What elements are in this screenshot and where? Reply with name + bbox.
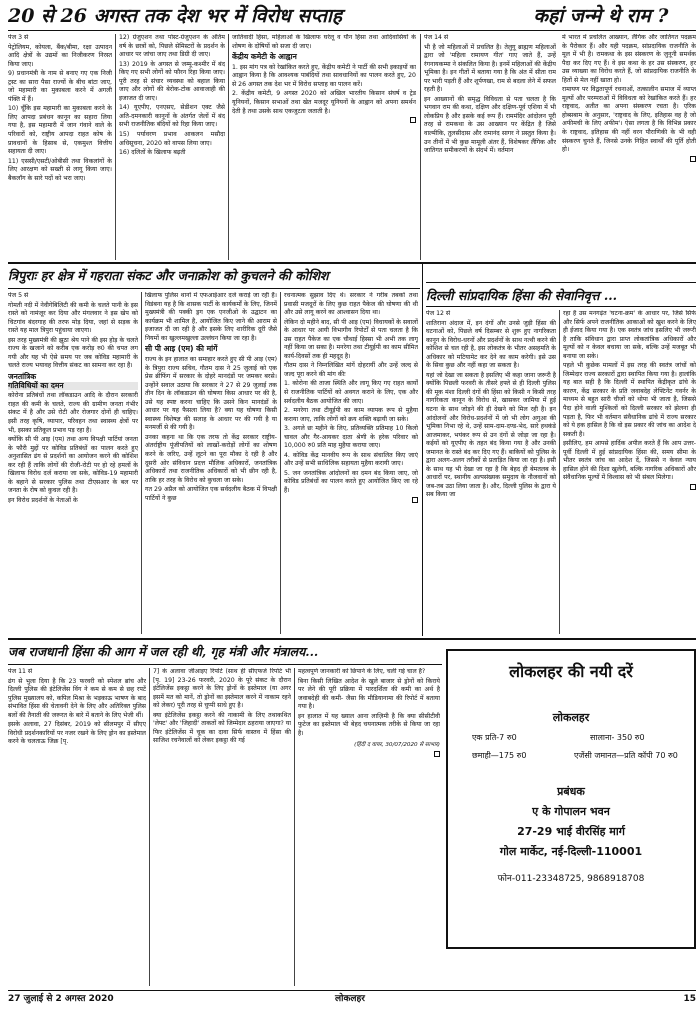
column-divider (280, 292, 281, 634)
column-divider (420, 34, 421, 260)
article-capital-col-1 (8, 668, 146, 986)
paragraph: इस तरह मुख्यमंत्री की झूठा श्रेय पाने की इस होड़ के चलते राज्य के खजाने को करीब एक करोड़ रु0 की चपत लग गयी और यह भी ऐसे समय पर जब कोविड महामारी के चलते राज्य भयावह वित्तीय संकट का सामना कर रहा है। (8, 336, 138, 370)
paragraph: 16) दलितों के खिलाफ बढ़ती (119, 149, 186, 157)
paragraph: 9) प्रधानमंत्री के नाम से बनाए गए एक निजी ट्रस्ट का सारा पैसा राज्यों के बीच बांटा जाए, जो महामारी का मुकाबला करने में अगली पंक्ति में हैं। (8, 70, 112, 103)
paragraph: 11) एससी/एसटी/ओबीसी तथा विकलांगों के लिए आरक्षण को सख्ती से लागू किया जाए। बैकलॉग के सारे पदों को भरा जाए। (8, 157, 112, 182)
paragraph: पेट्रोलियम, कोयला, बैंक/बीमा, रक्षा उत्पादन आदि क्षेत्रों के उद्यमों का निजीकरण निरस्त किया जाए। (8, 43, 112, 68)
rates-subtitle: लोकलहर (552, 711, 590, 724)
article-protest-col-1 (8, 34, 112, 260)
paragraph: 10) चूँकि इस महामारी का मुकाबला करने के लिए आपदा प्रबंधन कानून का सहारा लिया गया है, इस महामारी में जान गंवाने वाले के परिवारों को, राष्ट्रीय आपदा राहत कोष के प्रावधानों के हिसाब से, एकमुश्त वित्तीय सहायता दी जाए। (8, 105, 112, 156)
footer-page-number: 15 (683, 994, 696, 1004)
paragraph: क्योंकि सी पी आइ (एम) तथा अन्य विपक्षी पार्टियां जनता के फौरी मुद्दों पर कोविड प्रतिबंधों का पालन करते हुए अनुशासित ढंग से प्रदर्शनों का आयोजन करने की कोशिश कर रही हैं ताकि लोगों की रोजी-रोटी पर हो रहे हमलों के खिलाफ विरोध दर्ज कराया जा सके, कोविड-19 महामारी के बहाने से सरकार पुलिस तथा टीएसआर के बल पर जनता के रोष को कुचल रही है। (8, 436, 138, 495)
address-line-1: ए के गोपालन भवन (532, 805, 610, 818)
subheading-cpim-demands: सी पी आइ (एम) की मांगें (145, 344, 218, 354)
section-divider (422, 264, 423, 636)
paragraph: इन आख्यानों की समृद्ध विविधता से पता चलता है कि भगवान राम की कथा, दक्षिण और दक्षिण-पूर्व एशिया में भी लोकप्रिय है और इसके कई रूप हैं। राममंदिर आंदोलन पूरी तरह से रामकथा के उस आख्यान पर केंद्रित है जिसे वाल्मीकि, तुलसीदास और रामानंद सागर ने प्रस्तुत किया है। उन तीनों में भी कुछ मामूली अंतर हैं, विशेषकर लैंगिक और जातिगत समीकरणों के संदर्भ में। वर्तमान (424, 95, 556, 155)
paragraph: गौतम दास ने निम्नलिखित मांगें दोहरायीं और उन्हें जल्द से जल्द पूरा करने की मांग कीः (284, 362, 418, 378)
paragraph: रहा है उस मनगढ़ंत 'घटना-क्रम' के आधार पर, जिसे सिर्फ और सिर्फ अपने राजनीतिक आकाओं को खुश करने के लिए ही ईजाद किया गया है। एक स्वतंत्र जांच इसलिए भी जरूरी है ताकि संविधान द्वारा प्राप्त लोकतांत्रिक अधिकारों और मूल्यों को न केवल बचाया जा सके, बल्कि उन्हें मजबूत भी बनाया जा सके। (563, 310, 696, 360)
page-ref: पेज 5 से (8, 292, 29, 299)
page-ref: पेज 11 से (8, 668, 33, 675)
paragraph: पहले भी कुछेक मामलों में इस तरह की स्वतंत्र जांचों को जिम्मेदार राज्य सरकारों द्वारा स्थापित किया गया है। हालांकि यह बात सही है कि दिल्ली में स्थापित केंद्रीकृत ढांचे के कारण, केंद्र सरकार के प्रति जवाबदेह लेफ्टिनेंट गवर्नर के माध्यम से बहुत सारी चीजों को थोपा भी जाता है, जिससे पैदा होने वाली मुश्किलों को दिल्ली सरकार को झेलना ही पड़ता है, फिर भी वर्तमान संवैधानिक ढांचे में राज्य सरकार को ये हक हासिल है कि वो इस प्रकार की जांच का आदेश दे सकती है। (563, 362, 696, 438)
article-capital-col-3 (298, 668, 440, 986)
rule (426, 282, 696, 283)
list-item: 5. जन जनतांत्रिक आंदोलनों का दमन बंद किया जाए, जो कोविड प्रतिबंधों का पालन करते हुए आयोजित किए जा रहे हैं। (284, 469, 418, 495)
manager-label: प्रबंधक (557, 785, 585, 798)
paragraph: इन विरोध प्रदर्शनों के नेताओं के (8, 496, 78, 504)
column-divider (559, 310, 560, 634)
headline-capital-violence: जब राजधानी हिंसा की आग में जल रही थी, गृह मंत्री और मंत्रालय... (8, 644, 319, 659)
subheading-line: गतिविधियों का दमन (8, 380, 64, 390)
paragraph: 13) 2019 के अगस्त से जम्मू-कश्मीर में बंद किए गए सभी लोगों को फौरन रिहा किया जाए। पूरी तरह से संचार व्यवस्था को बहाल किया जाए और लोगों की बेरोक-टोक आवाजाही की इजाजत दी जाए। (119, 60, 225, 102)
top-rule (8, 30, 696, 31)
paragraph: बिना किसी लिखित आदेश के खुले बाजार से ड्रोनों को किराये पर लेने की पूरी प्रक्रिया में पारदर्शिता की कमी का अर्थ है जवाबदेही की कमी- जैसा कि मीडियानामा की रिपोर्ट में बताया गया है। (298, 677, 440, 711)
rule (8, 664, 442, 665)
headline-tripura: त्रिपुराः हर क्षेत्र में गहराता संकट और जनाक्रोश को कुचलने की कोशिश (8, 268, 329, 283)
paragraph: जातिवादी हिंसा, महिलाओं के खिलाफ घरेलू व यौन हिंसा तथा आदिवासियों के शोषण के दोषियों को सजा दी जाए। (232, 34, 416, 50)
section-rule (8, 262, 696, 264)
list-item: 2. मनरेगा तथा टीयूईपी का काम व्यापक रूप से मुहैया कराया जाए, ताकि लोगों को क्रय शक्ति बढ़ायी जा सके। (284, 407, 418, 423)
paragraph: में भारत में प्रचलित आख्यान, लैंगिक और जातिगत पदक्रम के पैरोकार हैं। और यही पदक्रम, सांप्रदायिक राजनीति के मूल में भी है। रामकथा के इस संस्करण के जुनूनी समर्थक पैदा कर दिए गए हैं। वे इस कथा के हर उस संस्करण, हर उस व्याख्या का विरोध करते हैं, जो सांप्रदायिक राजनीति के हितों से मेल नहीं खाता हो। (562, 34, 696, 84)
rate-agency-deposit: एजेंसी जमानत—प्रति कॉपी 70 रु0 (574, 751, 678, 760)
article-protest-col-2 (119, 34, 225, 260)
article-tripura-col-2 (145, 292, 277, 634)
rule (8, 288, 420, 289)
rate-single-copy: एक प्रति-7 रु0 (472, 733, 517, 742)
paragraph: लेकिन दो महीने बाद, सी पी आइ (एम) विधायकों के सवालों के आधार पर आयी विभागीय रिपोर्टों से पता चलता है कि उस राहत पैकेज का एक चौथाई हिस्सा भी अभी तक लागू नहीं किया जा सका है। मनरेगा तथा टीयूईपी का काम सीमित कार्य-दिवसों तक ही महदूद है। (284, 318, 418, 360)
paragraph: 7] के अलावा जीआइए रिपोर्ट (साथ ही सीएफजे रिपोर्ट भी [पृ. 19] 23-26 फरवरी, 2020 के पूरे संकट के दौरान इंटेलिजेंस इकट्ठा करने के लिए ड्रोनों के इस्तेमाल (या अगर इसमें मत को मानें, तो ड्रोनों का इस्तेमाल करने में नाकाम रहने को लेकर) पूरी तरह से चुप्पी साधे हुए है। (153, 668, 291, 710)
headline-protest-week: 20 से 26 अगस्त तक देश भर में विरोध सप्ताह (8, 5, 343, 27)
footer-paper-name: लोकलहर (335, 994, 365, 1004)
paragraph: गोमती नदी में नेवीगेबिलिटी की कमी के चलते पानी के इस रास्ते को नामंजूर कर दिया और मंगलवार ने इस खेप को चिटगांव बंदरगाह की तरफ मोड़ दिया, जहां से सड़क के रास्ते यह माल त्रिपुरा पहुंचाया जाएगा। (8, 301, 138, 335)
article-delhi-col-1 (426, 310, 556, 634)
paragraph: इसके अलावा, 27 दिसंबर, 2019 को सीलमपुर में सीएए विरोधी प्रदर्शनकारियों पर नजर रखने के लिए ड्रोन का इस्तेमाल करने के चलताऊ जिक्र [पृ. (8, 721, 146, 746)
paragraph: रचनात्मक सुझाव दिए थे। सरकार ने गरीब तबकों तथा प्रवासी मजदूरों के लिए कुछ राहत पैकेज की घोषणा की थी और उसे लागू करने का आश्वासन दिया था। (284, 292, 418, 317)
list-item: 4. कोविड केंद्र मानवीय रूप के साथ संचालित किए जाएं और उन्हें सभी साधिलिक सहायता मुहैया करायी जाए। (284, 451, 418, 468)
source-credit: (हिंदी द वायर, 30/07/2020 से साभार) (354, 742, 440, 749)
column-divider (228, 34, 229, 260)
paragraph: क्या इंटेलिजेंस इकट्ठा करने की नाकामी के लिए तथाकथित 'लेफ्ट' और 'जिहादी' ताकतों को जिम्मेदार ठहराया जाएगा? या फिर इंटेलिजेंस में चूक का दावा सिर्फ वास्तव में हिंसा की साजिश रचनेवालों को लेकर इकट्ठा की गई (153, 711, 291, 745)
end-mark-icon (690, 484, 696, 490)
end-mark-icon (434, 751, 440, 757)
address-line-3: गोल मार्केट, नई-दिल्ली-110001 (499, 845, 643, 858)
headline-ram-birthplace: कहां जन्मे थे राम ? (533, 5, 669, 27)
article-capital-col-2 (153, 668, 291, 986)
subheading-cc-call: केंद्रीय कमेटी के आह्वान (232, 52, 297, 62)
rate-annual: सालाना- 350 रु0 (590, 733, 645, 742)
end-mark-icon (410, 117, 416, 123)
article-ram-col-2 (562, 34, 696, 260)
page-ref: पेज 12 से (426, 310, 451, 317)
article-protest-col-3 (232, 34, 416, 260)
list-item: 3. अगले छः महीने के लिए, प्रतिव्यक्ति प्रतिमाह 10 किलो चावल और गैर-आयकर दाता श्रेणी के हरेक परिवार को 10,000 रु0 प्रति माह मुहैया कराया जाए। (284, 425, 418, 450)
paragraph: गत 29 अप्रैल को आयोजित एक सर्वदलीय बैठक में विपक्षी पार्टियों ने कुछ (145, 486, 277, 502)
page-ref: पेज 3 से (8, 34, 29, 41)
paragraph: उनका कहना था कि एक तरफ तो केंद्र सरकार राष्ट्रीय-अंतर्राष्ट्रीय पूंजीपतियों को लाखों-करोड़ों लोगों का शोषण करने के जरिए, उन्हें लूटने का पूरा मौका दे रही है और दूसरी ओर संविधान प्रदत्त मौलिक अधिकारों, जनतांत्रिक अधिकारों तथा राजनीतिक अधिकारों को भी छीन रही है, ताकि हर तरह के विरोध को कुचला जा सके। (145, 433, 277, 484)
paragraph: 1. इस मांग पत्र को रेखांकित करते हुए, केंद्रीय कमेटी ने पार्टी की सभी इकाइयों का आह्वान किया है कि आवश्यक पाबंदियों तथा सावधानियों का पालन करते हुए, 20 से 26 अगस्त तक देश भर में विरोध सप्ताह का पालन करें। (232, 63, 416, 88)
paragraph: महत्वपूर्ण जानकारी को छिपाने के लिए, चली गई चाल है? (298, 668, 426, 675)
rule (426, 306, 696, 307)
column-divider (294, 668, 295, 986)
subheading-line: जनतांत्रिक (8, 371, 37, 381)
paragraph: भी है जो महिलाओं में प्रचलित है। तेलुगू ब्राह्मण महिलाओं द्वारा जो 'महिला रामायण गीत' गाए जाते हैं, उन्हें रंगनायकम्मा ने संकलित किया है। इनमें महिलाओं की केंद्रीय भूमिका है। इन गीतों में बताया गया है कि अंत में सीता राम पर भारी पड़ती हैं और शूर्पणखा, राम से बदला लेने में सफल रहती है। (424, 43, 556, 94)
page-ref: पेज 14 से (424, 34, 449, 41)
paragraph: 12) ग्रेजुएशन तथा पोस्ट-ग्रेजुएशन के अंतिम वर्ष के छात्रों को, पिछले सेमिस्टरों के प्रदर्शन के आधार पर जांचा जाए तथा डिग्री दी जाए। (119, 34, 225, 59)
paragraph: 15) पर्यावरण प्रभाव आकलन मसौदा अधिसूचना, 2020 को वापस लिया जाए। (119, 131, 225, 147)
section-rule (8, 638, 696, 640)
paragraph: राज्य के इन हालात का समाहार करते हुए सी पी आइ (एम) के त्रिपुरा राज्य सचिव, गौतम दास ने 25 जुलाई को एक प्रेस ब्रीफिंग में सरकार के दोहरे मानदंडों पर जमकर बरसे। उन्होंने सवाल उठाया कि सरकार ने 27 से 29 जुलाई तक तीन दिन के लॉकडाउन की घोषणा किस आधार पर की है, उसे यह स्पष्ट करना चाहिए कि उसने किन मानदंडों के आधार पर यह फैसला लिया है? क्या यह घोषणा किसी स्वास्थ्य विशेषज्ञ की सलाह के आधार पर की गयी है या मनमर्जी से की गयी है। (145, 356, 277, 432)
subheading-suppression (8, 382, 138, 391)
paragraph: 2. केंद्रीय कमेटी, 9 अगस्त 2020 को अखिल भारतीय किसान संघर्ष व ट्रेड यूनियनों, किसान सभाओं तथा खेत मजदूर यूनियनों के आह्वान को अपना समर्थन देती है तथा उसके साथ एकजुटता जताती है। (232, 90, 416, 115)
headline-delhi-violence: दिल्ली सांप्रदायिक हिंसा की सेवानिवृत्त ... (426, 288, 618, 303)
column-divider (149, 668, 150, 986)
list-item: 1. कोरोना की ताजा स्थिति और लागू किए गए राहत कार्यों से राजनीतिक पार्टियों को अवगत कराने के लिए, एक और सर्वदलीय बैठक आयोजित की जाए। (284, 380, 418, 405)
paragraph: रामायण पर विद्वतापूर्ण रचनाओं, तत्कालीन समाज में व्याप्त मूल्यों और परम्पराओं में विविधता को रेखांकित करते हैं। हर राष्ट्रवाद, अतीत का अपना संस्करण रचता है। एरिक होब्सबाम के अनुसार, 'राष्ट्रवाद के लिए, इतिहास वह है जो अफीमची के लिए अफीम'। ऐसा लगता है कि विभिन्न प्रकार के राष्ट्रवाद, इतिहास की नहीं वरन पौराणिकी के भी वही संस्करण चुनते हैं, जिनसे उनके निहित स्वार्थों की पूर्ति होती हो। (562, 86, 696, 154)
article-tripura-col-1 (8, 292, 138, 634)
article-delhi-col-2 (563, 310, 696, 634)
rate-half-yearly: छमाही—175 रु0 (472, 751, 527, 760)
column-divider (141, 292, 142, 634)
footer-rule (8, 990, 696, 991)
paragraph: 14) यूएपीए, एनएसए, सेडीशन एक्ट जैसे अति-दमनकारी कानूनों के अंतर्गत जेलों में बंद सभी राजनीतिक बंदियों को रिहा किया जाए। (119, 104, 225, 129)
subscription-rates-box (446, 649, 696, 949)
phone-numbers: फोन-011-23348725, 9868918708 (497, 874, 645, 884)
article-ram-col-1 (424, 34, 556, 260)
paragraph: खिलाफ पुलिस थानों में एफआईआर दर्ज कराई जा रही हैं। विडंबना यह है कि शासक पार्टी के कार्यकर्मों के लिए, जिनमें मुख्यमंत्री की पक्की ड्रग एक एनजीओ के उद्घाटन का कार्यक्रम भी शामिल है, आयोजित किए जाने की आराम से इजाजत दी जा रही है और इसके लिए शारीरिक दूरी जैसे नियमों का खुल्लमखुल्ला उल्लंघन किया जा रहा है। (145, 292, 277, 342)
footer-date: 27 जुलाई से 2 अगस्त 2020 (8, 994, 114, 1004)
address-line-2: 27-29 भाई वीरसिंह मार्ग (517, 825, 625, 838)
end-mark-icon (412, 497, 418, 503)
paragraph: कोरोना प्रतिबंधों तथा लॉकडाउन आदि के दौरान सरकारी राहत की कमी के चलते, राज्य की ग्रामीण जनता गंभीर संकट में है और उसे रोटी और रोजगार दोनों ही चाहिए। इसी तरह कृषि, व्यापार, परिवहन तथा स्वास्थ्य क्षेत्रों पर भी, इसका प्रतिकूल प्रभाव पड़ रहा है। (8, 392, 138, 434)
paragraph: इसीलिए, हम आपसे हार्दिक अपील करते हैं कि आप उत्तर-पूर्वी दिल्ली में हुई सांप्रदायिक हिंसा की, समय सीमा के भीतर स्वतंत्र जांच का आदेश दें, जिससे न केवल न्याय हासिल होने की दिशा खुलेगी, बल्कि नागरिक अधिकारों और संवैधानिक मूल्यों में विश्वास को भी संबल मिलेगा। (563, 440, 696, 482)
end-mark-icon (690, 156, 696, 162)
paragraph: शातिराना अंदाज में, इन दंगों और उनसे जुड़ी हिंसा की घटनाओं को, पिछले वर्ष दिसम्बर से शुरू हुए नागरिकता कानून के विरोध-धरनों और प्रदर्शनों के साथ नत्थी करने की कोशिश से चल रही है, इस लोकतंत्र के भीतर असहमति के अधिकार को मटियामेट कर देने का काम करेगी। इसे उस के सिवा कुछ और नहीं कहा जा सकता है। (426, 319, 556, 370)
paragraph: ढंग से भुला दिया है कि 23 फरवरी को स्पेशल ब्रांच और दिल्ली पुलिस की इंटेलिजेंस विंग ने कम से कम से छह रपटें पुलिस मुख्यालय को, कपिल मिश्रा के भड़काऊ भाषण के बाद संभावित हिंसा की चेतावनी देने के लिए और अतिरिक्त पुलिस बलों की तैनाती की जरूरत के बारे में बताने के लिए भेजी थीं। (8, 677, 146, 719)
article-tripura-col-3 (284, 292, 418, 634)
paragraph: यहां जो देखा जा सकता है इसलिए भी कहा जाना जरूरी है क्योंकि पिछली फरवरी के तीसरे हफ्ते से ही दिल्ली पुलिस की मूक मंशा दिल्ली दंगों की हिंसा को किसी न किसी तरह नागरिकता कानून के विरोध से, खासकर जामिया में हुई घटना के साथ जोड़ने की ही देखने को मिल रही है। इन आंदोलनों और विरोध-प्रदर्शनों में जो भी लोग अगुआ की भूमिका निभा रहे थे, उन्हें साम-दाम-दण्ड-भेद, सारे हथकंडे आजमाकर, भयंकर रूप से उन दंगों से जोड़ा जा रहा है। कईयों को यूएपीए के तहत बंद किया गया है और उनकी जमानत के रास्ते बंद कर दिए गए हैं। बाकियों को पुलिस के द्वारा अलग-अलग तरीकों से प्रताड़ित किया जा रहा है। इसी के साथ यह भी देखा जा रहा है कि बेहद ही बेमतलब के आधारों पर, स्थानीय अल्पसंख्यक समुदाय के नौजवानों को जब-तब उठा लिया जाता है। और, दिल्ली पुलिस के द्वारा ये सब किया जा (426, 371, 556, 499)
rates-title: लोकलहर की नयी दरें (509, 662, 633, 681)
column-divider (115, 34, 116, 260)
paragraph: इन हालात में यह ख्याल आना लाज़िमी है कि क्या सीसीटीवी फुटेज का इस्तेमाल भी बेहद चयनात्मक तरीके से किया जा रहा है। (298, 712, 440, 737)
